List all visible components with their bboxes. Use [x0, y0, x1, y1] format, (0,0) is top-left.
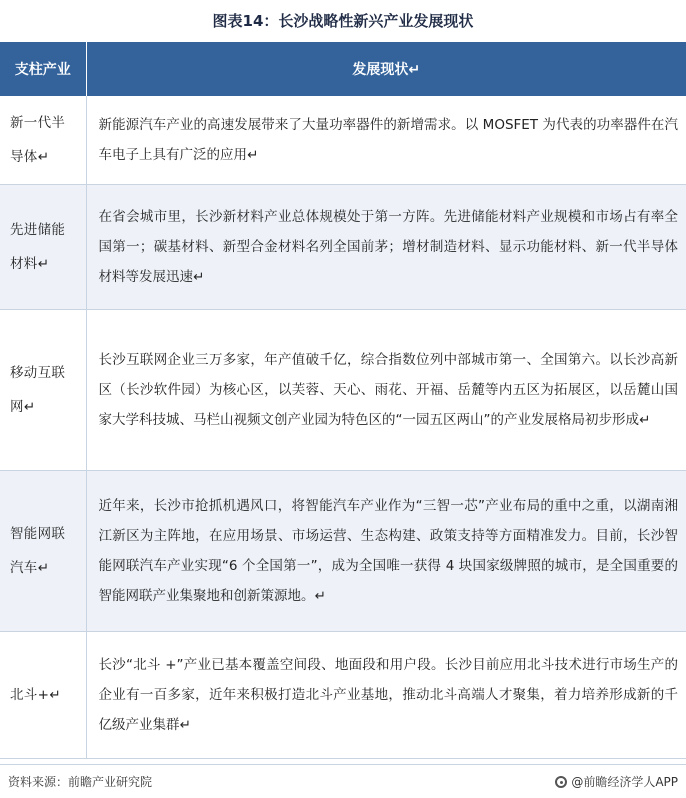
industry-cell: 新一代半导体↵ — [0, 96, 86, 185]
industry-table — [0, 42, 686, 759]
industry-cell: 移动互联网↵ — [0, 310, 86, 471]
chart-title: 图表14：长沙战略性新兴产业发展现状 — [212, 12, 474, 30]
table-row — [0, 632, 686, 759]
industry-cell: 先进储能材料↵ — [0, 185, 86, 310]
industry-cell: 智能网联汽车↵ — [0, 471, 86, 632]
table-header-row — [0, 42, 686, 96]
status-cell: 在省会城市里，长沙新材料产业总体规模处于第一方阵。先进储能材料产业规模和市场占有率全国第一；碳基材料、新型合金材料名列全国前茅；增材制造材料、显示功能材料、新一代半导体材料等发展迅速↵ — [86, 185, 686, 310]
status-cell: 长沙“北斗 +”产业已基本覆盖空间段、地面段和用户段。长沙目前应用北斗技术进行市场生产的企业有一百多家，近年来积极打造北斗产业基地，推动北斗高端人才聚集，着力培养形成新的千亿级产业集群↵ — [86, 632, 686, 759]
table-row — [0, 96, 686, 185]
brand-credit — [555, 773, 678, 790]
brand-text: @前瞻经济学人APP — [571, 775, 678, 789]
table-row — [0, 310, 686, 471]
footer — [0, 764, 686, 798]
status-cell: 近年来，长沙市抢抓机遇风口，将智能汽车产业作为“三智一芯”产业布局的重中之重，以湖南湘江新区为主阵地，在应用场景、市场运营、生态构建、政策支持等方面精准发力。目前，长沙智能网联汽车产业实现“6 个全国第一”，成为全国唯一获得 4 块国家级牌照的城市，是全国重要的智能网联产业集聚地和创新策源地。↵ — [86, 471, 686, 632]
brand-logo-icon — [555, 776, 567, 788]
header-status: 发展现状↵ — [86, 42, 686, 96]
header-industry: 支柱产业 — [0, 42, 86, 96]
status-cell: 长沙互联网企业三万多家，年产值破千亿，综合指数位列中部城市第一、全国第六。以长沙高新区（长沙软件园）为核心区，以芙蓉、天心、雨花、开福、岳麓等内五区为拓展区，以岳麓山国家大学科技城、马栏山视频文创产业园为特色区的“一园五区两山”的产业发展格局初步形成↵ — [86, 310, 686, 471]
status-cell: 新能源汽车产业的高速发展带来了大量功率器件的新增需求。以 MOSFET 为代表的功率器件在汽车电子上具有广泛的应用↵ — [86, 96, 686, 185]
source-note: 资料来源：前瞻产业研究院 — [8, 775, 153, 789]
industry-cell: 北斗+↵ — [0, 632, 86, 759]
table-row — [0, 471, 686, 632]
table-row — [0, 185, 686, 310]
